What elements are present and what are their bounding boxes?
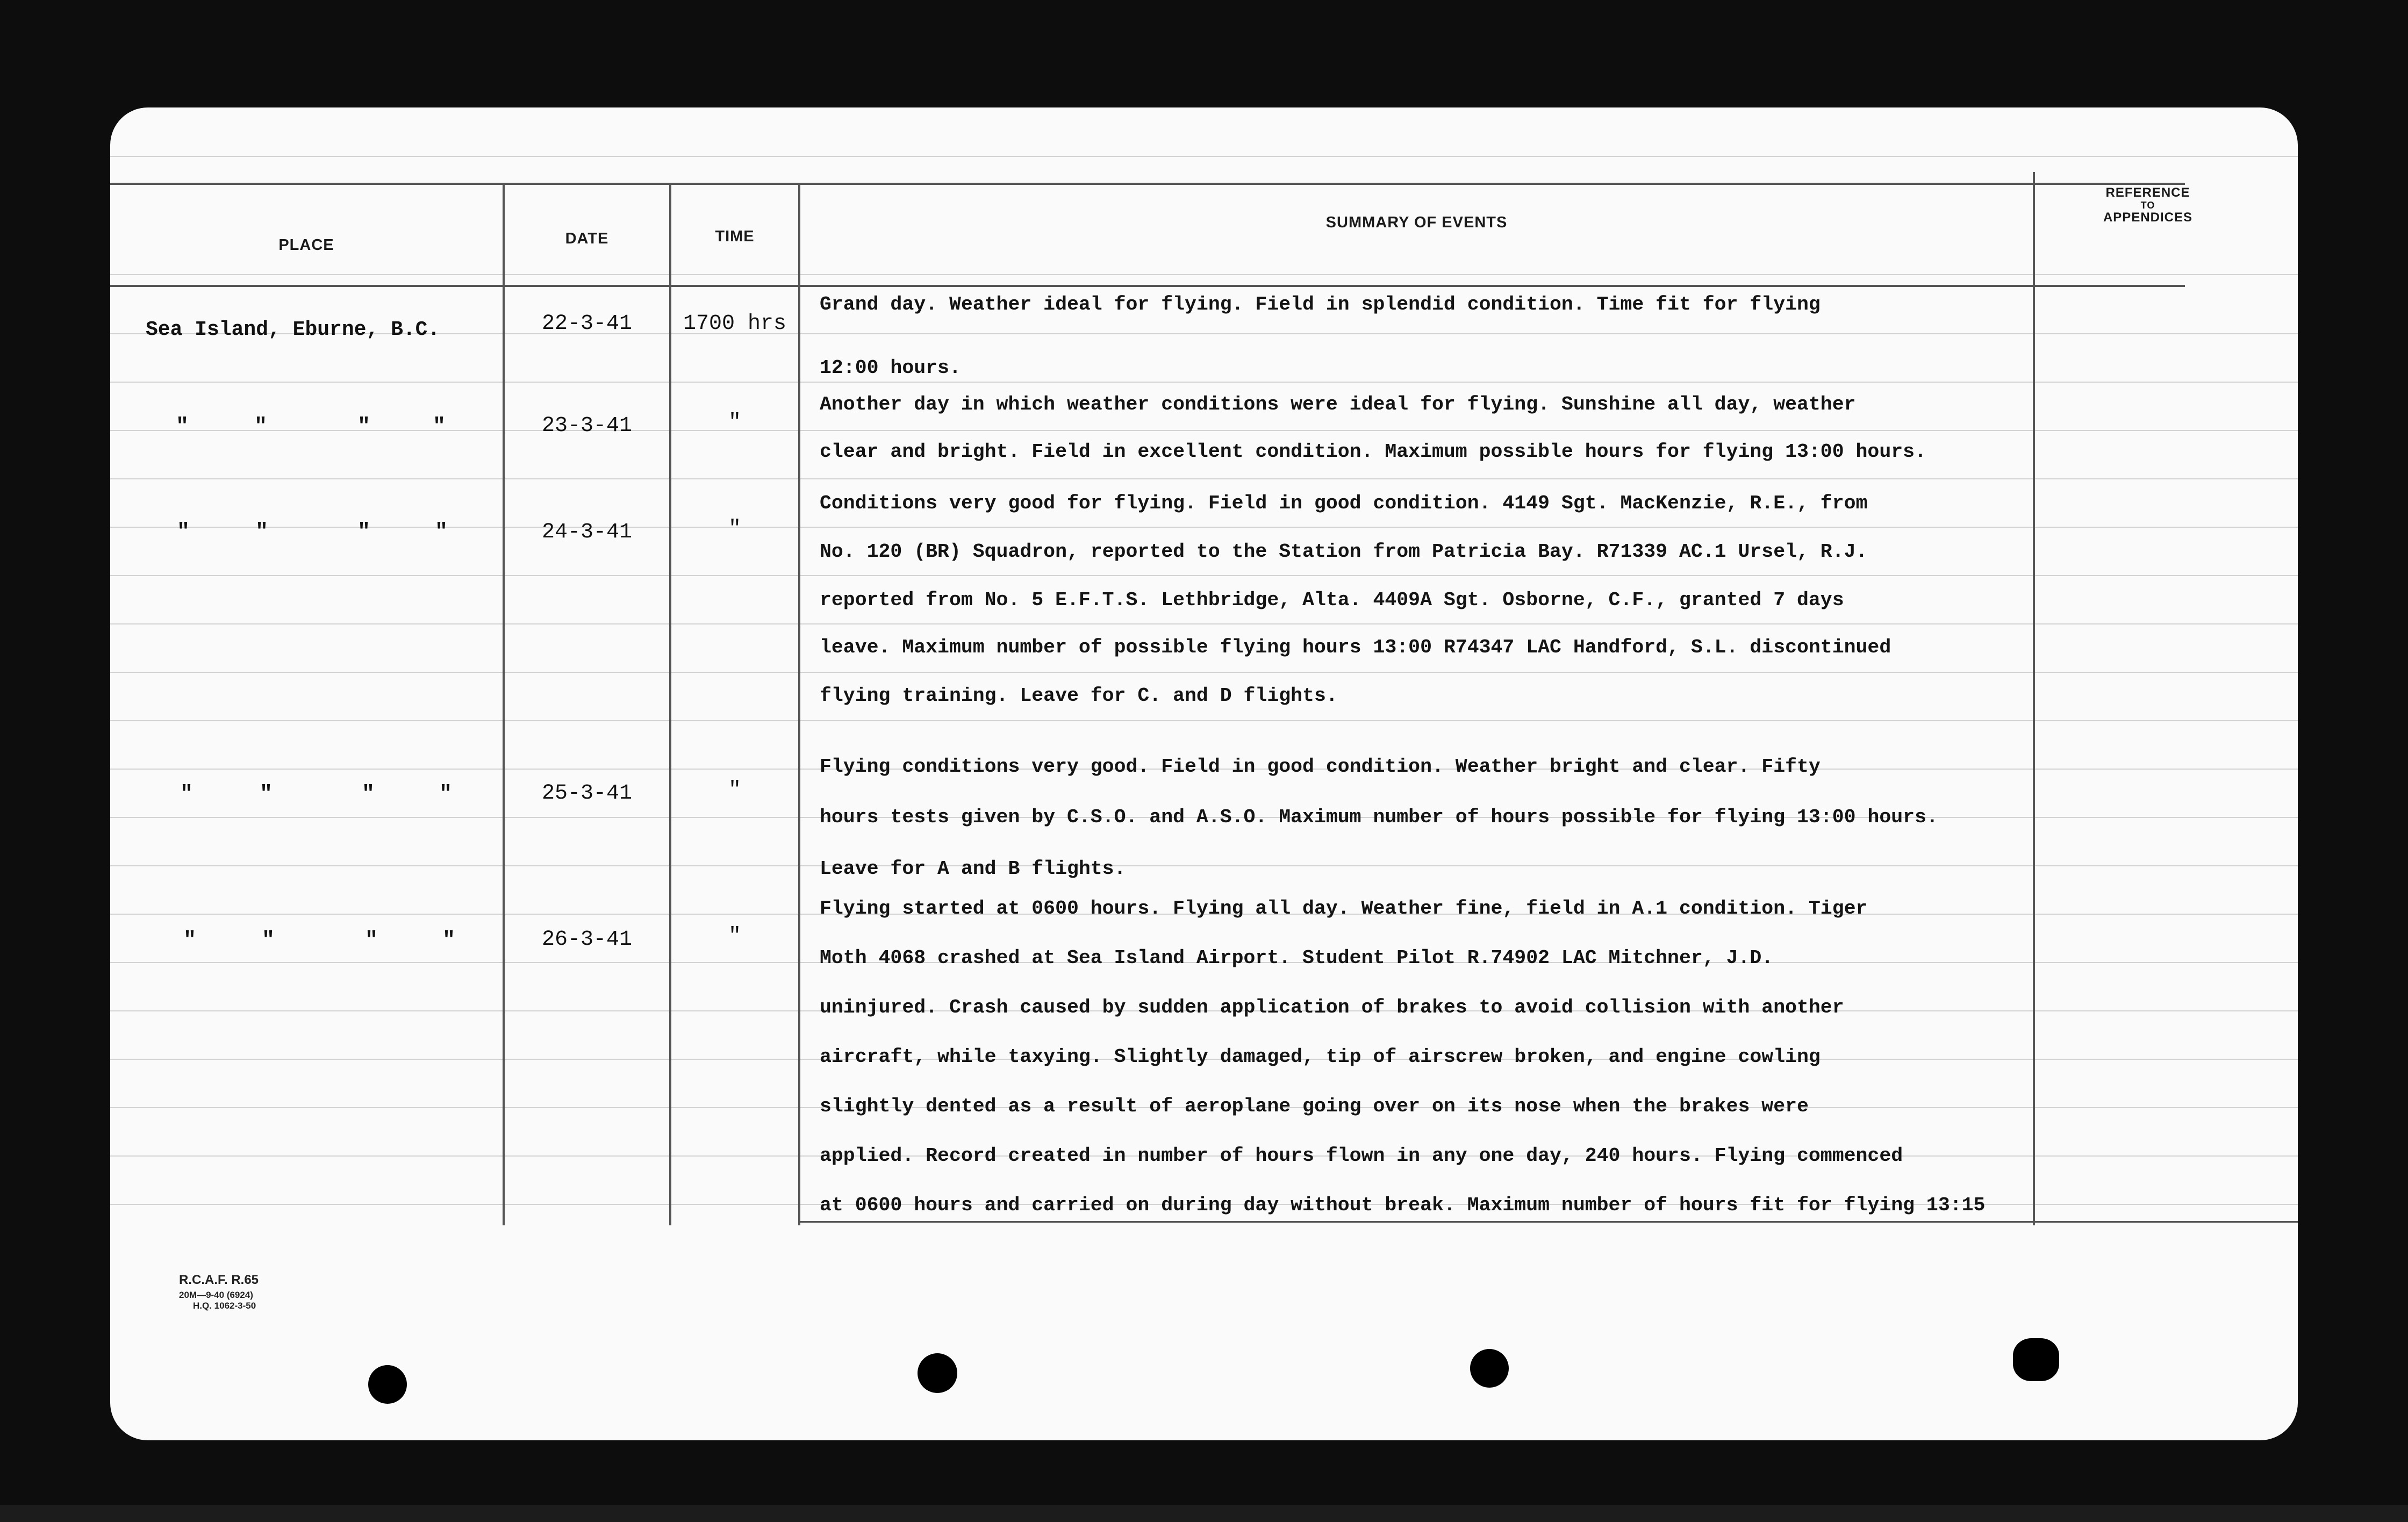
- ditto-mark: ": [435, 520, 448, 544]
- summary-line: Conditions very good for flying. Field in good condition. 4149 Sgt. MacKenzie, R.E., from: [820, 492, 1868, 514]
- time-cell: ": [728, 517, 741, 541]
- summary-line: Another day in which weather conditions were ideal for flying. Sunshine all day, weather: [820, 393, 1856, 415]
- summary-line: aircraft, while taxying. Slightly damaged, tip of airscrew broken, and engine cowling: [820, 1046, 1821, 1068]
- summary-line: clear and bright. Field in excellent condition. Maximum possible hours for flying 13:00 hours.: [820, 441, 1926, 463]
- summary-line: Leave for A and B flights.: [820, 858, 1126, 880]
- form-number-line: 20M—9-40 (6924): [179, 1290, 253, 1300]
- ditto-mark: ": [177, 520, 190, 544]
- summary-line: at 0600 hours and carried on during day without break. Maximum number of hours fit for flying 13:15: [820, 1194, 1986, 1216]
- ditto-mark: ": [442, 929, 456, 953]
- ditto-mark: ": [255, 520, 269, 544]
- date-cell: 23-3-41: [541, 414, 633, 438]
- ditto-mark: ": [254, 415, 268, 439]
- ditto-mark: ": [433, 415, 446, 439]
- form-number-line: R.C.A.F. R.65: [179, 1273, 259, 1287]
- header-bottom-rule: [110, 285, 2185, 287]
- form-number: [179, 1273, 259, 1311]
- header-summary: SUMMARY OF EVENTS: [1325, 214, 1508, 231]
- ruled-line: [110, 156, 2298, 157]
- ditto-mark: ": [260, 782, 273, 807]
- place-cell: Sea Island, Eburne, B.C.: [146, 318, 440, 341]
- summary-line: hours tests given by C.S.O. and A.S.O. Maximum number of hours possible for flying 13:00 hours.: [820, 806, 1938, 828]
- diary-page: [110, 107, 2298, 1440]
- summary-line: flying training. Leave for C. and D flights.: [820, 685, 1338, 707]
- header-date: DATE: [565, 230, 609, 247]
- header-reference-line: APPENDICES: [2103, 210, 2193, 225]
- ditto-mark: ": [357, 415, 371, 439]
- film-edge: [0, 1505, 2408, 1522]
- ditto-mark: ": [365, 929, 378, 953]
- summary-line: leave. Maximum number of possible flying hours 13:00 R74347 LAC Handford, S.L. discontinued: [820, 636, 1891, 658]
- ditto-mark: ": [180, 782, 194, 807]
- time-cell: ": [728, 411, 741, 435]
- punch-hole: [1470, 1349, 1509, 1388]
- ruled-line: [110, 720, 2298, 721]
- date-cell: 24-3-41: [541, 520, 633, 544]
- form-number-line: H.Q. 1062-3-50: [193, 1301, 256, 1311]
- punch-hole: [2013, 1338, 2059, 1381]
- summary-line: Flying started at 0600 hours. Flying all day. Weather fine, field in A.1 condition. Tiger: [820, 898, 1868, 920]
- summary-line: Flying conditions very good. Field in good condition. Weather bright and clear. Fifty: [820, 756, 1821, 778]
- punch-hole: [368, 1365, 407, 1404]
- header-place: PLACE: [278, 236, 334, 254]
- ditto-mark: ": [362, 782, 375, 807]
- ditto-mark: ": [439, 782, 453, 807]
- summary-line: slightly dented as a result of aeroplane going over on its nose when the brakes were: [820, 1095, 1809, 1117]
- date-cell: 22-3-41: [541, 312, 633, 336]
- ditto-mark: ": [262, 929, 275, 953]
- ruled-line: [110, 575, 2298, 576]
- table-bottom-rule: [798, 1221, 2298, 1223]
- date-cell: 25-3-41: [541, 781, 633, 806]
- header-reference-line: REFERENCE: [2105, 185, 2190, 200]
- time-cell: ": [728, 924, 741, 949]
- column-divider-date: [669, 183, 671, 1225]
- header-reference-line: TO: [2140, 200, 2155, 211]
- summary-line: 12:00 hours.: [820, 357, 961, 379]
- date-cell: 26-3-41: [541, 928, 633, 952]
- column-divider-summary: [2033, 172, 2035, 1225]
- column-divider-time: [798, 183, 800, 1225]
- ditto-mark: ": [183, 929, 197, 953]
- summary-line: Moth 4068 crashed at Sea Island Airport. Student Pilot R.74902 LAC Mitchner, J.D.: [820, 947, 1774, 969]
- ruled-line: [110, 382, 2298, 383]
- time-cell: 1700 hrs: [683, 312, 787, 336]
- ruled-line: [110, 623, 2298, 624]
- header-reference: [2035, 185, 2261, 226]
- header-top-rule: [110, 183, 2185, 185]
- summary-line: Grand day. Weather ideal for flying. Field in splendid condition. Time fit for flying: [820, 293, 1821, 315]
- time-cell: ": [728, 778, 741, 802]
- ditto-mark: ": [176, 415, 189, 439]
- ruled-line: [110, 865, 2298, 866]
- ruled-line: [110, 672, 2298, 673]
- ruled-line: [110, 478, 2298, 479]
- summary-line: reported from No. 5 E.F.T.S. Lethbridge, Alta. 4409A Sgt. Osborne, C.F., granted 7 days: [820, 589, 1844, 611]
- summary-line: applied. Record created in number of hours flown in any one day, 240 hours. Flying commenced: [820, 1145, 1903, 1167]
- ruled-line: [110, 274, 2298, 275]
- column-divider-place: [503, 183, 505, 1225]
- header-time: TIME: [715, 228, 755, 245]
- summary-line: uninjured. Crash caused by sudden application of brakes to avoid collision with another: [820, 996, 1844, 1018]
- summary-line: No. 120 (BR) Squadron, reported to the Station from Patricia Bay. R71339 AC.1 Ursel, R.J.: [820, 541, 1868, 563]
- ditto-mark: ": [357, 520, 371, 544]
- punch-hole: [918, 1353, 957, 1393]
